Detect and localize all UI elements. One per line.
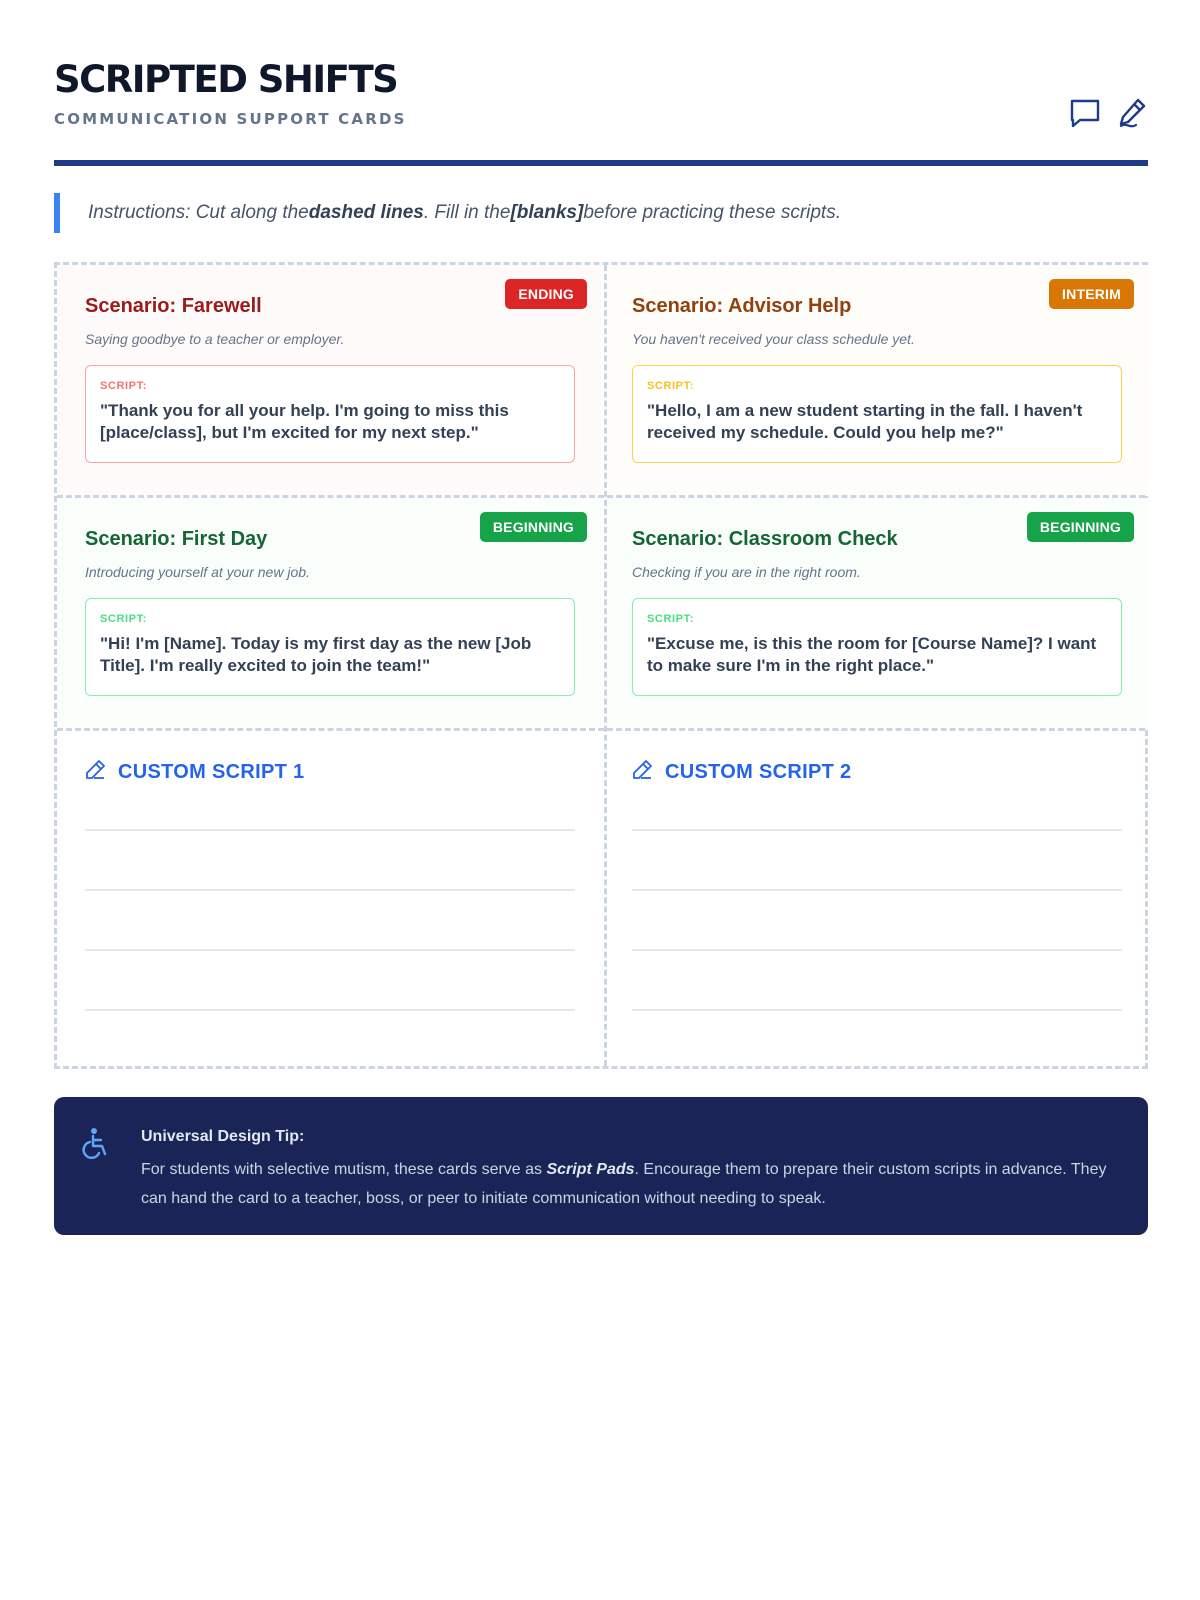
scenario-title: Scenario: Advisor Help (632, 295, 852, 317)
worksheet-page (54, 0, 1148, 1207)
instructions-emphasis: dashed lines (308, 202, 424, 223)
page-title: SCRIPTED SHIFTS (54, 58, 398, 101)
horizontal-cut-line (57, 728, 1145, 731)
writing-line[interactable] (632, 949, 1122, 951)
writing-line[interactable] (632, 1009, 1122, 1011)
tip-emphasis: Script Pads (546, 1161, 635, 1178)
script-text: "Excuse me, is this the room for [Course Name]? I want to make sure I'm in the right place." (647, 634, 1097, 675)
tip-text: . Encourage them to prepare their custom scripts in advance. They can hand the card to a teacher, boss, or peer to initiate communication without needing to speak. (141, 1161, 1107, 1207)
scenario-card-classroom-check (604, 498, 1148, 728)
writing-line[interactable] (85, 1009, 575, 1011)
status-badge: BEGINNING (1027, 512, 1134, 542)
card-grid (54, 262, 1148, 1069)
instructions (54, 193, 1148, 233)
instructions-emphasis: [blanks] (510, 202, 584, 223)
script-label: SCRIPT: (100, 380, 147, 392)
header (54, 0, 1148, 168)
accessibility-icon (82, 1127, 110, 1164)
custom-script-title: CUSTOM SCRIPT 2 (665, 761, 852, 783)
tip-body (141, 1155, 1131, 1213)
horizontal-cut-line (57, 495, 1145, 498)
custom-script-header (85, 759, 304, 786)
script-text: "Hi! I'm [Name]. Today is my first day as the new [Job Title]. I'm really excited to join the team!" (100, 634, 532, 675)
script-label: SCRIPT: (647, 380, 694, 392)
script-text: "Thank you for all your help. I'm going to miss this [place/class], but I'm excited for my next step." (100, 401, 509, 442)
design-tip-banner (54, 1097, 1148, 1235)
scenario-title: Scenario: Farewell (85, 295, 262, 317)
scenario-title: Scenario: Classroom Check (632, 528, 898, 550)
header-divider (54, 160, 1148, 166)
writing-line[interactable] (632, 829, 1122, 831)
page-subtitle: COMMUNICATION SUPPORT CARDS (54, 110, 407, 128)
scenario-description: Checking if you are in the right room. (632, 564, 861, 580)
custom-script-card-1[interactable] (57, 731, 601, 1066)
header-icons (1068, 96, 1148, 130)
status-badge: ENDING (505, 279, 587, 309)
custom-script-card-2[interactable] (604, 731, 1148, 1066)
script-box (85, 598, 575, 696)
instructions-text: . Fill in the (423, 202, 511, 223)
instructions-text: before practicing these scripts. (583, 202, 841, 223)
writing-line[interactable] (85, 829, 575, 831)
scenario-description: Saying goodbye to a teacher or employer. (85, 331, 345, 347)
pen-icon (1116, 96, 1148, 130)
tip-text: For students with selective mutism, these cards serve as (141, 1161, 547, 1178)
script-box (632, 598, 1122, 696)
script-label: SCRIPT: (100, 613, 147, 625)
script-text: "Hello, I am a new student starting in the fall. I haven't received my schedule. Could you help me?" (647, 401, 1083, 442)
custom-script-header (632, 759, 851, 786)
scenario-card-farewell (57, 265, 601, 495)
chat-bubble-icon (1068, 96, 1102, 130)
script-box (85, 365, 575, 463)
custom-script-title: CUSTOM SCRIPT 1 (118, 761, 305, 783)
scenario-card-first-day (57, 498, 601, 728)
tip-title: Universal Design Tip: (141, 1128, 305, 1145)
pencil-icon (632, 759, 653, 786)
script-box (632, 365, 1122, 463)
status-badge: INTERIM (1049, 279, 1134, 309)
writing-line[interactable] (632, 889, 1122, 891)
scenario-description: Introducing yourself at your new job. (85, 564, 310, 580)
instructions-text: Instructions: Cut along the (88, 202, 309, 223)
writing-line[interactable] (85, 949, 575, 951)
scenario-card-advisor-help (604, 265, 1148, 495)
scenario-description: You haven't received your class schedule yet. (632, 331, 915, 347)
scenario-title: Scenario: First Day (85, 528, 268, 550)
pencil-icon (85, 759, 106, 786)
writing-line[interactable] (85, 889, 575, 891)
status-badge: BEGINNING (480, 512, 587, 542)
script-label: SCRIPT: (647, 613, 694, 625)
vertical-cut-line (604, 265, 607, 1066)
